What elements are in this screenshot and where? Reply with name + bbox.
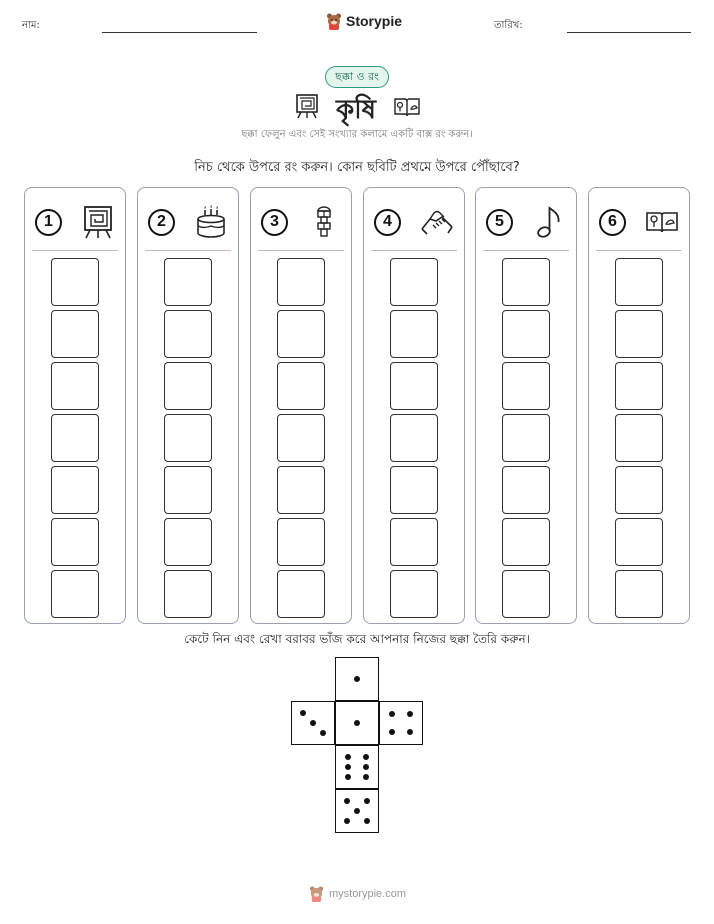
music-note-icon	[532, 205, 566, 239]
color-box[interactable]	[615, 414, 663, 462]
color-box[interactable]	[164, 258, 212, 306]
column-divider	[596, 250, 682, 251]
column-2	[137, 187, 239, 624]
column-5	[475, 187, 577, 624]
column-3	[250, 187, 352, 624]
pip	[344, 818, 350, 824]
column-1	[24, 187, 126, 624]
maze-easel-icon	[81, 205, 115, 239]
color-box[interactable]	[277, 362, 325, 410]
activity-tag: ছক্কা ও রং	[325, 66, 389, 88]
color-box[interactable]	[51, 310, 99, 358]
footer	[309, 885, 406, 902]
name-label: নাম:	[22, 20, 40, 31]
color-box[interactable]	[164, 310, 212, 358]
handshake-icon	[420, 205, 454, 239]
color-box[interactable]	[51, 466, 99, 514]
color-box[interactable]	[615, 362, 663, 410]
column-divider	[483, 250, 569, 251]
color-box[interactable]	[277, 518, 325, 566]
pip	[344, 798, 350, 804]
pip	[363, 764, 369, 770]
pip	[407, 729, 413, 735]
column-number: 3	[261, 209, 288, 236]
color-box[interactable]	[277, 466, 325, 514]
column-number: 4	[374, 209, 401, 236]
date-label: তারিখ:	[494, 20, 523, 31]
color-box[interactable]	[51, 414, 99, 462]
pip	[407, 711, 413, 717]
page-title: কৃষি	[336, 95, 376, 125]
brand-logo	[326, 12, 402, 30]
color-box[interactable]	[277, 258, 325, 306]
color-box[interactable]	[390, 310, 438, 358]
pip	[364, 798, 370, 804]
color-box[interactable]	[502, 258, 550, 306]
color-box[interactable]	[51, 570, 99, 618]
column-divider	[32, 250, 118, 251]
pip	[354, 676, 360, 682]
pip	[320, 730, 326, 736]
maze-easel-icon	[294, 93, 320, 119]
die-face-6	[335, 745, 379, 789]
pip	[363, 754, 369, 760]
flower-book-icon	[393, 96, 421, 118]
pip	[364, 818, 370, 824]
question-text: নিচ থেকে উপরে রং করুন। কোন ছবিটি প্রথমে উপরে পৌঁছাবে?	[194, 160, 520, 175]
hopscotch-icon	[307, 205, 341, 239]
pip	[354, 808, 360, 814]
name-line[interactable]	[102, 32, 257, 33]
color-box[interactable]	[390, 362, 438, 410]
pip	[389, 711, 395, 717]
color-box[interactable]	[615, 310, 663, 358]
brand-name: Storypie	[346, 13, 403, 29]
die-face-3	[291, 701, 335, 745]
pip	[300, 710, 306, 716]
color-box[interactable]	[51, 518, 99, 566]
color-box[interactable]	[502, 518, 550, 566]
color-box[interactable]	[502, 570, 550, 618]
bear-icon	[326, 12, 342, 30]
pip	[354, 720, 360, 726]
color-box[interactable]	[164, 362, 212, 410]
die-face-1	[335, 657, 379, 701]
birthday-cake-icon	[194, 205, 228, 239]
color-box[interactable]	[502, 466, 550, 514]
color-box[interactable]	[277, 414, 325, 462]
color-box[interactable]	[390, 414, 438, 462]
die-face-4	[379, 701, 423, 745]
die-face-5	[335, 789, 379, 833]
pip	[345, 754, 351, 760]
color-box[interactable]	[277, 570, 325, 618]
color-box[interactable]	[615, 518, 663, 566]
column-number: 5	[486, 209, 513, 236]
color-box[interactable]	[277, 310, 325, 358]
date-line[interactable]	[567, 32, 691, 33]
subtitle: ছক্কা ফেলুন এবং সেই সংখ্যার কলামে একটি বাক্স রং করুন।	[241, 129, 473, 140]
column-divider	[371, 250, 457, 251]
column-number: 1	[35, 209, 62, 236]
color-box[interactable]	[390, 258, 438, 306]
column-divider	[145, 250, 231, 251]
flower-book-icon	[645, 205, 679, 239]
pip	[389, 729, 395, 735]
color-box[interactable]	[164, 466, 212, 514]
die-face-1-center	[335, 701, 379, 745]
color-box[interactable]	[390, 570, 438, 618]
color-box[interactable]	[51, 362, 99, 410]
bear-icon	[309, 885, 324, 902]
color-box[interactable]	[615, 466, 663, 514]
column-6	[588, 187, 690, 624]
color-box[interactable]	[615, 258, 663, 306]
color-box[interactable]	[502, 414, 550, 462]
color-box[interactable]	[164, 518, 212, 566]
pip	[345, 764, 351, 770]
color-box[interactable]	[390, 466, 438, 514]
pip	[363, 774, 369, 780]
column-4	[363, 187, 465, 624]
color-box[interactable]	[164, 570, 212, 618]
color-box[interactable]	[51, 258, 99, 306]
column-number: 6	[599, 209, 626, 236]
column-number: 2	[148, 209, 175, 236]
pip	[310, 720, 316, 726]
color-box[interactable]	[164, 414, 212, 462]
color-box[interactable]	[615, 570, 663, 618]
color-box[interactable]	[390, 518, 438, 566]
color-box[interactable]	[502, 362, 550, 410]
color-box[interactable]	[502, 310, 550, 358]
column-divider	[258, 250, 344, 251]
cut-fold-instruction: কেটে নিন এবং রেখা বরাবর ভাঁজ করে আপনার নিজের ছক্কা তৈরি করুন।	[184, 632, 530, 646]
footer-url[interactable]: mystorypie.com	[329, 887, 407, 900]
pip	[345, 774, 351, 780]
